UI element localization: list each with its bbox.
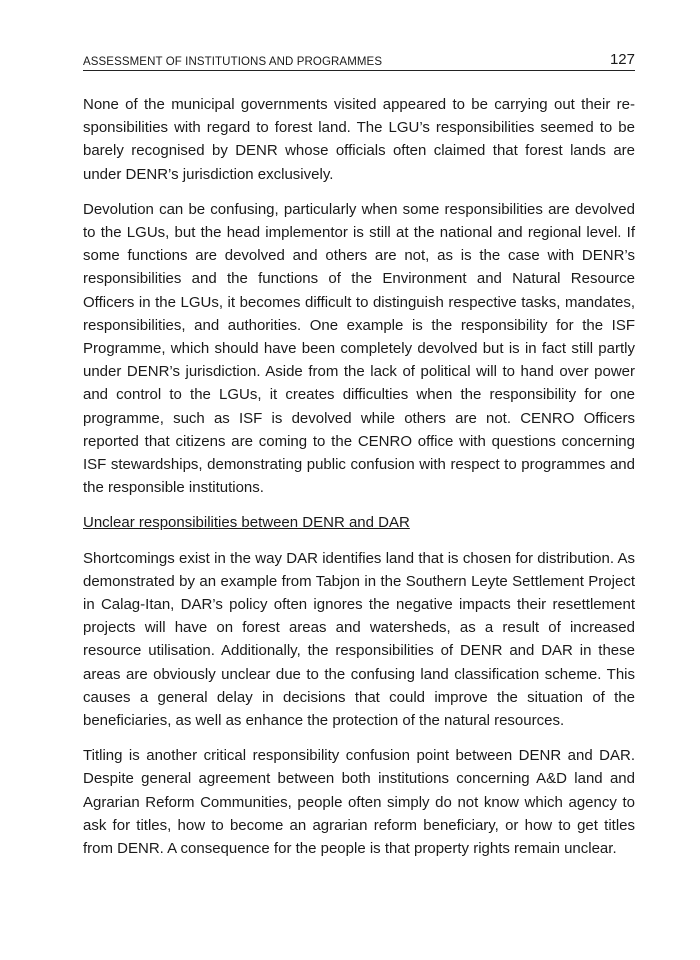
running-header bbox=[83, 48, 635, 71]
body-text bbox=[83, 93, 635, 860]
document-page bbox=[83, 48, 635, 872]
paragraph-1: None of the municipal governments visited appeared to be carrying out their responsibilities with regard to forest land. The LGU’s responsibilities seemed to be barely recognised by DENR whose officials often claimed that forest lands are under DENR’s jurisdiction exclusively. bbox=[83, 96, 635, 183]
running-title: ASSESSMENT OF INSTITUTIONS AND PROGRAMMES bbox=[83, 56, 383, 68]
paragraph-2: Devolution can be confusing, particularly when some responsibilities are devolved to the LGUs, but the head implementor is still at the national and regional level. If some functions are devolved and others are not, as is the case with DENR’s responsibilities and the functions of the Environment and Natural Resource Officers in the LGUs, it becomes difficult to distinguish respective tasks, mandates, responsibilities, and authorities. One example is the responsibility for the ISF Programme, which should have been completely devolved but is in fact still partly under DENR’s jurisdiction. Aside from the lack of political will to hand over power and control to the LGUs, it creates difficulties when the responsibility for one programme, such as ISF is devolved while others are not. CENRO Officers reported that citizens are coming to the CENRO office with questions concerning ISF stewardships, demonstrating public confusion with respect to programmes and the responsible institutions. bbox=[83, 200, 635, 497]
paragraph-3: Shortcomings exist in the way DAR identifies land that is chosen for distribution. As demonstrated by an example from Tabjon in the Southern Leyte Settlement Project in Calag-Itan, DAR’s policy often ignores the negative impacts their resettlement projects will have on forest areas and watersheds, as a result of increased resource utilisation. Additionally, the responsibilities of DENR and DAR in these areas are obviously unclear due to the confusing land classification scheme. This causes a general delay in decisions that could improve the situation of the beneficiaries, as well as enhance the protection of the natural resources. bbox=[83, 549, 635, 730]
paragraph-4: Titling is another critical responsibility confusion point between DENR and DAR. Despite general agreement between both institutions concerning A&D land and Agrarian Reform Communities, people often simply do not know which agency to ask for titles, how to become an agrarian reform beneficiary, or how to get titles from DENR. A consequence for the people is that property rights remain unclear. bbox=[83, 747, 635, 858]
page-number: 127 bbox=[609, 51, 635, 68]
section-subheading: Unclear responsibilities between DENR and DAR bbox=[83, 514, 410, 532]
